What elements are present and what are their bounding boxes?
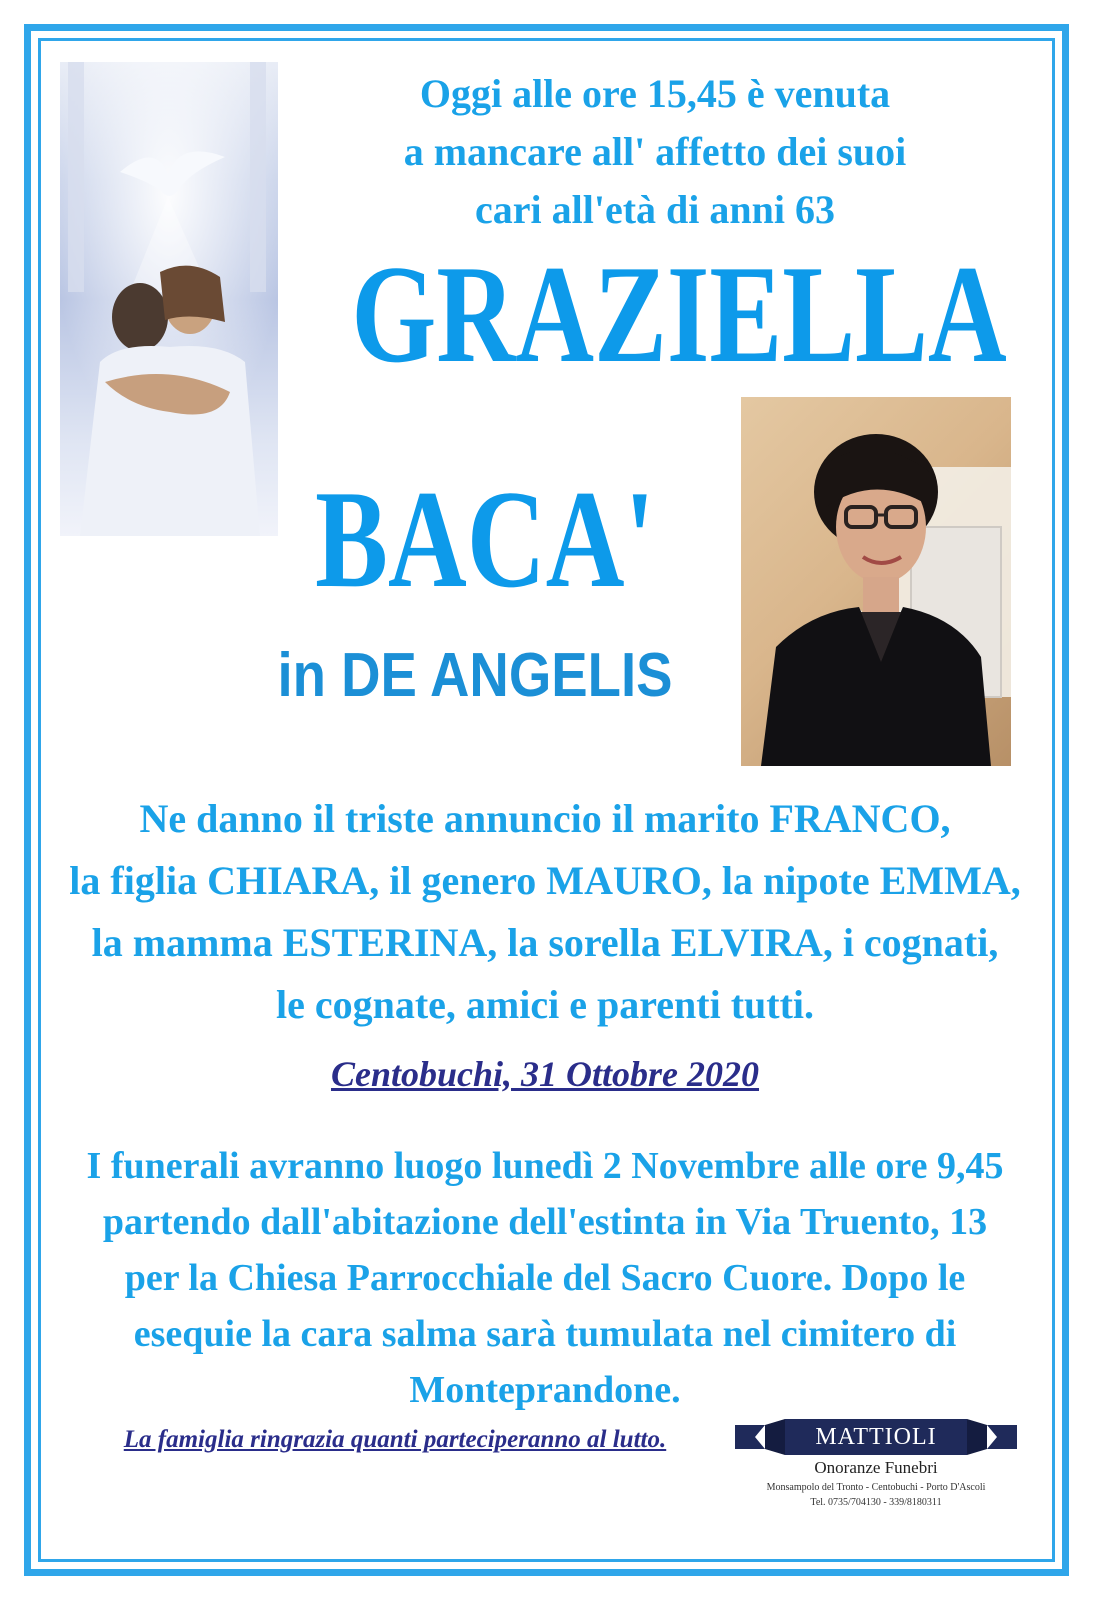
funeral-line: esequie la cara salma sarà tumulata nel cimitero di — [133, 1313, 957, 1355]
family-announcement — [50, 788, 1040, 1036]
thanks-note — [55, 1424, 735, 1456]
intro-line: Oggi alle ore 15,45 è venuta — [419, 71, 891, 116]
funeral-details — [55, 1138, 1035, 1418]
last-name: BACA' — [315, 462, 655, 617]
funeral-line: I funerali avranno luogo lunedì 2 Novembre alle ore 9,45 — [86, 1145, 1004, 1187]
funeral-home-logo — [735, 1417, 1017, 1507]
intro-text — [345, 65, 965, 239]
intro-line: a mancare all' affetto dei suoi — [403, 129, 907, 174]
family-line: la figlia CHIARA, il genero MAURO, la nipote EMMA, — [69, 858, 1021, 903]
intro-line: cari all'età di anni 63 — [475, 187, 835, 232]
place-date — [200, 1050, 890, 1098]
married-name: in DE ANGELIS — [277, 641, 673, 710]
logo-phone: Tel. 0735/704130 - 339/8180311 — [810, 1497, 942, 1508]
funeral-line: partendo dall'abitazione dell'estinta in Via Truento, 13 — [102, 1201, 988, 1243]
funeral-line: per la Chiesa Parrocchiale del Sacro Cuore. Dopo le — [124, 1257, 966, 1299]
family-line: la mamma ESTERINA, la sorella ELVIRA, i cognati, — [91, 920, 999, 965]
portrait-photo — [741, 397, 1011, 766]
family-line: le cognate, amici e parenti tutti. — [275, 982, 815, 1027]
religious-illustration — [60, 62, 278, 536]
funeral-line: Monteprandone. — [409, 1369, 681, 1411]
place-date-text: Centobuchi, 31 Ottobre 2020 — [330, 1054, 760, 1094]
family-line: Ne danno il triste annuncio il marito FRANCO, — [139, 796, 951, 841]
logo-brand: MATTIOLI — [815, 1424, 937, 1450]
logo-subtitle: Onoranze Funebri — [814, 1458, 938, 1477]
thanks-text: La famiglia ringrazia quanti parteciperanno al lutto. — [123, 1426, 667, 1453]
first-name: GRAZIELLA — [351, 237, 1007, 392]
logo-towns: Monsampolo del Tronto - Centobuchi - Porto D'Ascoli — [766, 1482, 986, 1493]
